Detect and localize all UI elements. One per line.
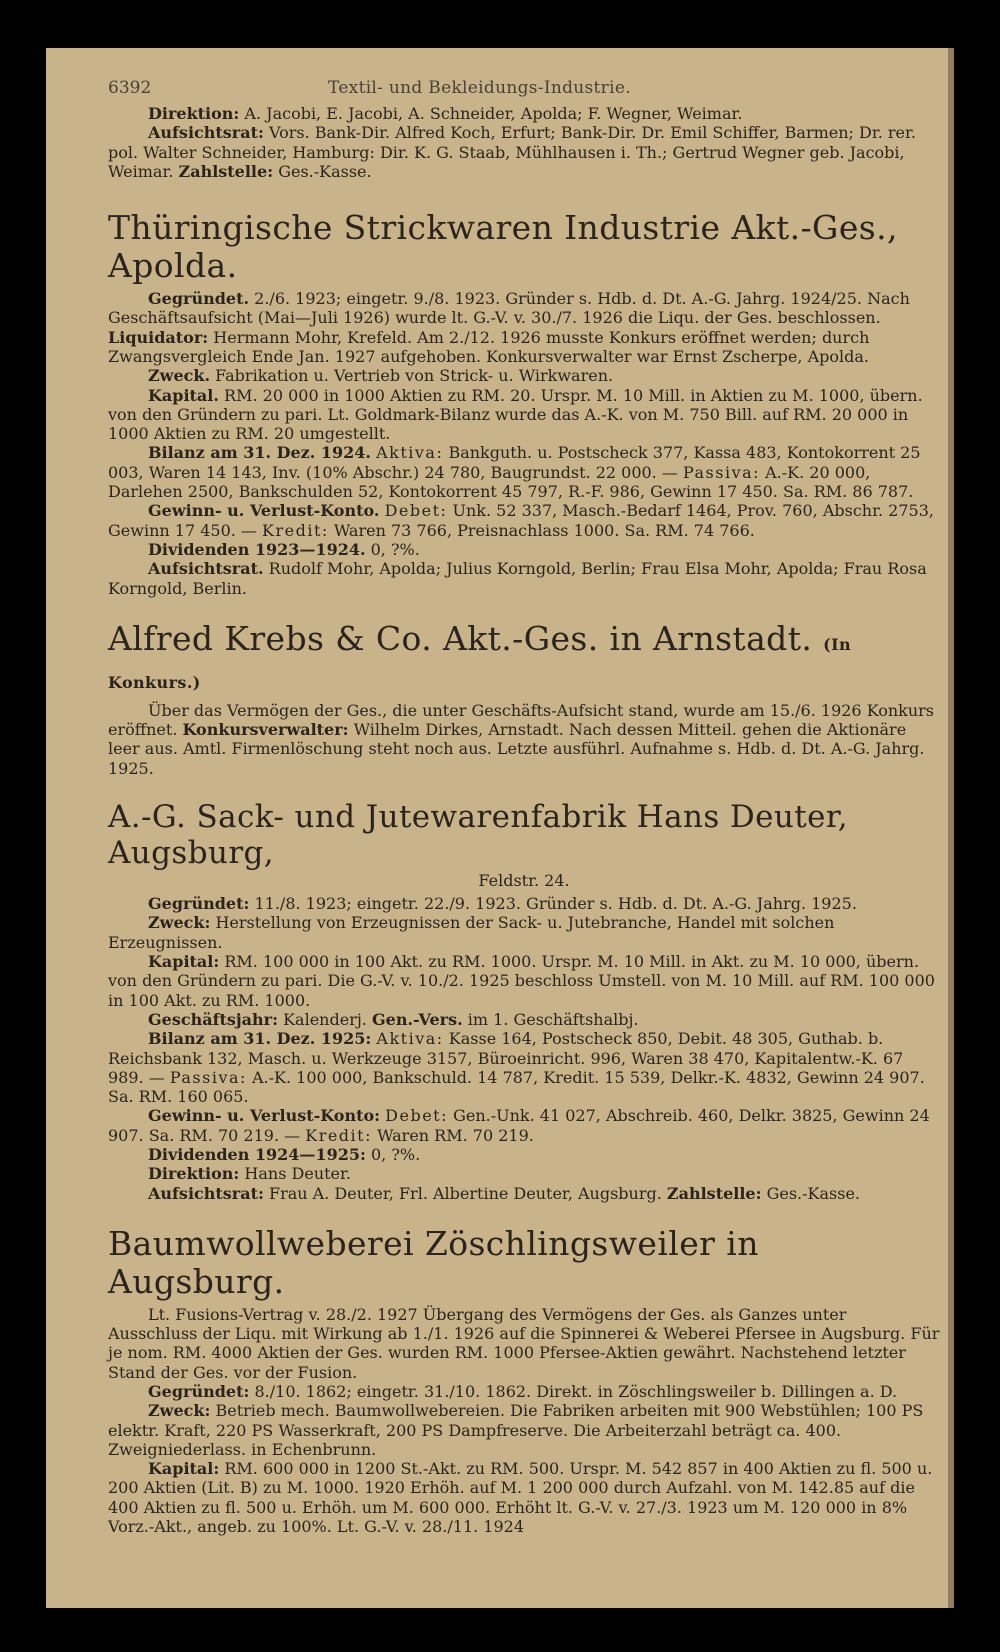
sack-aufsichtsrat: Aufsichtsrat: Frau A. Deuter, Frl. Albertine Deuter, Augsburg. Zahlstelle: Ges.-Kasse. (148, 1183, 861, 1203)
thu-dividenden: Dividenden 1923—1924. 0, ?%. (148, 539, 420, 559)
entry-title-baumwollweberei: Baumwollweberei Zöschlingsweiler in Augsburg. (108, 1223, 759, 1301)
entry-title-sack: A.-G. Sack- und Jutewarenfabrik Hans Deuter, Augsburg, (108, 798, 848, 871)
thu-bilanz: Bilanz am 31. Dez. 1924. Aktiva: Bankguth. u. Postscheck 377, Kassa 483, Kontokorrent 25 003, Waren 14 143, Inv. (10% Abschr.) 24 780, Baugrundst. 22 000. — Passiva: A.-K. 20 000, Darlehen 2500, Bankschulden 52, Kontokorrent 45 797, R.-F. 986, Gewinn 17 450. Sa. RM. 86 787. (108, 443, 921, 502)
baum-gegruendet: Gegründet: 8./10. 1862; eingetr. 31./10. 1862. Direkt. in Zöschlingsweiler b. Dillingen a. D. (148, 1381, 898, 1401)
sack-gegruendet: Gegründet: 11./8. 1923; eingetr. 22./9. 1923. Gründer s. Hdb. d. Dt. A.-G. Jahrg. 1925. (148, 894, 857, 914)
entry-title-krebs: Alfred Krebs & Co. Akt.-Ges. in Arnstadt. (In Konkurs.) (108, 618, 852, 692)
baum-zweck: Zweck: Betrieb mech. Baumwollwebereien. Die Fabriken arbeiten mit 900 Webstühlen; 100 PS elektr. Kraft, 220 PS Wasserkraft, 200 PS Dampfreserve. Die Arbeiterzahl beträgt ca. 400. Zweigniederlass. in Echenbrunn. (108, 1401, 924, 1459)
page-content (108, 78, 940, 1536)
krebs-text: Über das Vermögen der Ges., die unter Geschäfts-Aufsicht stand, wurde am 15./6. 1926 Konkurs eröffnet. Konkursverwalter: Wilhelm Dirkes, Arnstadt. Nach dessen Mitteil. gehen die Aktionäre leer aus. Amtl. Firmenlöschung steht noch aus. Letzte ausführl. Aufnahme s. Hdb. d. Dt. A.-G. Jahrg. 1925. (108, 700, 935, 778)
sack-address: Feldstr. 24. (478, 871, 570, 891)
sack-geschaeftsjahr: Geschäftsjahr: Kalenderj. Gen.-Vers. im 1. Geschäftshalbj. (148, 1009, 639, 1029)
sack-kapital: Kapital: RM. 100 000 in 100 Akt. zu RM. 1000. Urspr. M. 10 Mill. in Akt. zu M. 10 000, übern. von den Gründern zu pari. Die G.-V. v. 10./2. 1925 beschloss Umstell. von M. 10 Mill. auf RM. 100 000 in 100 Akt. zu RM. 1000. (108, 952, 935, 1010)
entry-title-thueringische: Thüringische Strickwaren Industrie Akt.-Ges., Apolda. (108, 208, 898, 286)
thu-zweck: Zweck. Fabrikation u. Vertrieb von Strick- u. Wirkwaren. (148, 366, 614, 386)
running-header (108, 78, 940, 104)
sack-direktion: Direktion: Hans Deuter. (148, 1164, 351, 1184)
book-page (46, 48, 954, 1608)
page-number: 6392 (108, 78, 152, 98)
thu-guv: Gewinn- u. Verlust-Konto. Debet: Unk. 52 337, Masch.-Bedarf 1464, Prov. 760, Abschr. 2753, Gewinn 17 450. — Kredit: Waren 73 766, Preisnachlass 1000. Sa. RM. 74 766. (108, 501, 934, 540)
baum-intro: Lt. Fusions-Vertrag v. 28./2. 1927 Übergang des Vermögens der Ges. als Ganzes unter Ausschluss der Liqu. mit Wirkung ab 1./1. 1926 auf die Spinnerei & Weberei Pfersee in Augsburg. Für je nom. RM. 4000 Aktien der Ges. wurden RM. 1000 Pfersee-Aktien gewährt. Nachstehend letzter Stand der Ges. vor der Fusion. (108, 1304, 940, 1382)
sack-dividenden: Dividenden 1924—1925: 0, ?%. (148, 1145, 421, 1165)
prev-direktion: Direktion: A. Jacobi, E. Jacobi, A. Schneider, Apolda; F. Wegner, Weimar. (148, 104, 743, 123)
sack-zweck: Zweck: Herstellung von Erzeugnissen der Sack- u. Jutebranche, Handel mit solchen Erzeugnissen. (108, 913, 835, 952)
konkurs-tag: (In Konkurs.) (108, 634, 852, 692)
prev-aufsichtsrat: Aufsichtsrat: Vors. Bank-Dir. Alfred Koch, Erfurt; Bank-Dir. Dr. Emil Schiffer, Barmen; Dr. rer. pol. Walter Schneider, Hamburg: Dir. K. G. Staab, Mühlhausen i. Th.; Gertrud Wegner geb. Jacobi, Weimar. Zahlstelle: Ges.-Kasse. (108, 123, 916, 181)
thu-kapital: Kapital. RM. 20 000 in 1000 Aktien zu RM. 20. Urspr. M. 10 Mill. in Aktien zu M. 1000, übern. von den Gründern zu pari. Lt. Goldmark-Bilanz wurde das A.-K. von M. 750 Bill. auf RM. 20 000 in 1000 Aktien zu RM. 20 umgestellt. (108, 385, 923, 444)
baum-kapital: Kapital: RM. 600 000 in 1200 St.-Akt. zu RM. 500. Urspr. M. 542 857 in 400 Aktien zu fl. 500 u. 200 Aktien (Lit. B) zu M. 1000. 1920 Erhöh. auf M. 1 200 000 durch Aufzahl. von M. 142.85 auf die 400 Aktien zu fl. 500 u. Erhöh. um M. 600 000. Erhöht lt. G.-V. v. 27./3. 1923 um M. 120 000 in 8% Vorz.-Akt., angeb. zu 100%. Lt. G.-V. v. 28./11. 1924 (108, 1459, 933, 1537)
page-edge (948, 48, 954, 1608)
thu-aufsichtsrat: Aufsichtsrat. Rudolf Mohr, Apolda; Julius Korngold, Berlin; Frau Elsa Mohr, Apolda; Frau Rosa Korngold, Berlin. (108, 559, 927, 598)
thu-gegruendet: Gegründet. 2./6. 1923; eingetr. 9./8. 1923. Gründer s. Hdb. d. Dt. A.-G. Jahrg. 1924/25. Nach Geschäftsaufsicht (Mai—Juli 1926) wurde lt. G.-V. v. 30./7. 1926 die Liqu. der Ges. beschlossen. Liquidator: Hermann Mohr, Krefeld. Am 2./12. 1926 musste Konkurs eröffnet werden; durch Zwangsvergleich Ende Jan. 1927 aufgehoben. Konkursverwalter war Ernst Zscherpe, Apolda. (108, 289, 910, 366)
sack-guv: Gewinn- u. Verlust-Konto: Debet: Gen.-Unk. 41 027, Abschreib. 460, Delkr. 3825, Gewinn 24 907. Sa. RM. 70 219. — Kredit: Waren RM. 70 219. (108, 1106, 930, 1145)
running-title: Textil- und Bekleidungs-Industrie. (328, 78, 631, 98)
sack-bilanz: Bilanz am 31. Dez. 1925: Aktiva: Kasse 164, Postscheck 850, Debit. 48 305, Guthab. b. Reichsbank 132, Masch. u. Werkzeuge 3157, Büroeinricht. 996, Waren 38 470, Kapitalentw.-K. 67 989. — Passiva: A.-K. 100 000, Bankschuld. 14 787, Kredit. 15 539, Delkr.-K. 4832, Gewinn 24 907. Sa. RM. 160 065. (108, 1029, 925, 1107)
